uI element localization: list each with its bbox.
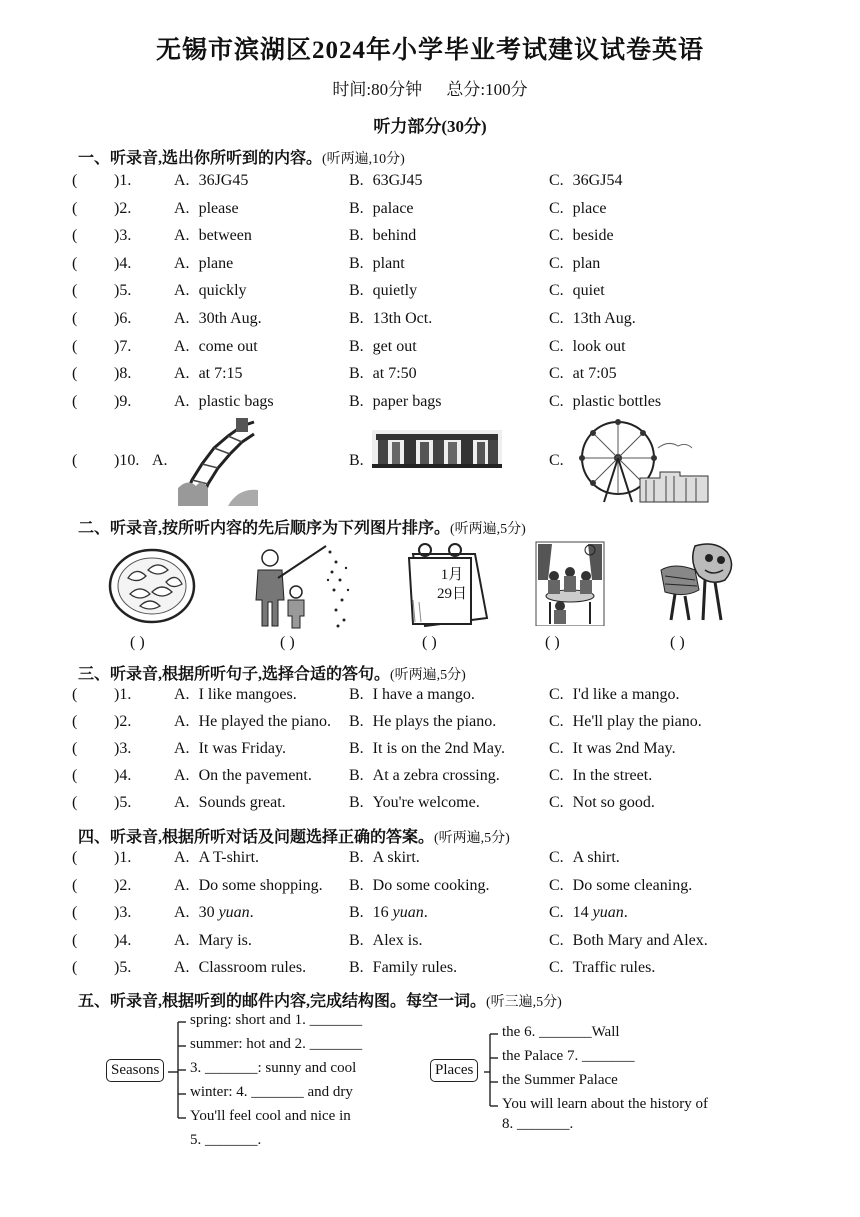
option-letter: B. [349, 686, 364, 703]
option-c[interactable] [549, 227, 614, 245]
fireworks-picture [248, 540, 358, 630]
question-row [72, 200, 792, 224]
option-text: 14 [572, 904, 589, 921]
option-text: Do some cooking. [372, 876, 490, 894]
question-row [72, 713, 792, 737]
section4-title: 四、听录音,根据所听对话及问题选择正确的答案。 [78, 829, 435, 846]
answer-paren[interactable]: ( [72, 740, 78, 757]
option-text: plant [372, 254, 405, 272]
section4-heading [78, 824, 510, 847]
option-letter: C. [549, 199, 564, 217]
option-c[interactable] [549, 904, 628, 922]
question-number: )2. [114, 713, 132, 730]
option-b[interactable] [349, 904, 428, 922]
section1-heading [78, 145, 405, 168]
option-text: Classroom rules. [198, 959, 307, 976]
option-c[interactable] [549, 932, 708, 950]
option-letter: C. [549, 849, 564, 866]
option-letter: B. [349, 931, 364, 949]
option-letter: B. [349, 959, 364, 976]
section2-title: 二、听录音,按所听内容的先后顺序为下列图片排序。 [78, 520, 451, 537]
question-number: )5. [114, 959, 132, 976]
option-letter: A. [174, 282, 190, 300]
answer-paren[interactable]: ( [72, 713, 78, 730]
answer-paren[interactable]: ( [72, 392, 78, 410]
question-row [72, 740, 792, 764]
option-a[interactable] [174, 255, 233, 273]
question-row [72, 365, 792, 389]
option-unit: yuan [592, 904, 624, 921]
option-c[interactable] [549, 767, 652, 785]
answer-paren[interactable]: ( [72, 310, 78, 327]
option-letter: A. [174, 227, 190, 245]
option-letter: C. [549, 310, 564, 327]
option-letter: C. [549, 282, 564, 300]
option-letter: A. [174, 365, 190, 383]
option-letter: B. [349, 713, 364, 730]
option-text: In the street. [572, 767, 653, 784]
question-number: )5. [114, 282, 132, 300]
option-c[interactable] [549, 172, 622, 190]
section5-note: (听三遍,5分) [486, 995, 562, 1010]
question-row [72, 172, 792, 196]
option-letter: C. [549, 876, 564, 894]
option-text: At a zebra crossing. [372, 767, 500, 784]
option-a[interactable] [174, 310, 262, 328]
option-text: plane [198, 254, 234, 272]
question-number: )5. [114, 794, 132, 811]
option-c[interactable] [549, 200, 606, 218]
option-letter: A. [174, 199, 190, 217]
option-b[interactable] [349, 794, 480, 812]
option-b[interactable] [349, 959, 457, 977]
option-a[interactable] [174, 282, 247, 300]
seasons-feel: You'll feel cool and nice in [190, 1108, 351, 1124]
option-b[interactable] [349, 740, 505, 758]
answer-paren[interactable]: ( [72, 959, 78, 976]
option-text: I'd like a mango. [572, 686, 680, 703]
option-letter: B. [349, 849, 364, 866]
order-blank-1[interactable]: ( ) [130, 634, 145, 651]
option-letter: C. [549, 713, 564, 730]
option-letter: C. [549, 931, 564, 949]
option-b[interactable] [349, 393, 442, 411]
option-text: It was Friday. [198, 740, 286, 757]
option-c[interactable] [549, 310, 636, 328]
option-c[interactable] [549, 282, 605, 300]
option-text: It is on the 2nd May. [372, 740, 505, 757]
option-letter: A. [174, 959, 190, 976]
question-number: )9. [114, 392, 132, 410]
option-b[interactable] [349, 255, 405, 273]
option-a[interactable] [174, 686, 297, 704]
option-b[interactable] [349, 172, 422, 190]
option-a[interactable] [174, 227, 252, 245]
option-letter: C. [549, 794, 564, 811]
option-b[interactable] [349, 713, 496, 731]
option-letter: A. [174, 794, 190, 811]
option-text: quietly [372, 282, 418, 300]
option-a-label: A. [152, 452, 168, 469]
question-row [72, 282, 792, 306]
question-row [72, 686, 792, 710]
option-b[interactable] [349, 310, 432, 328]
option-text: plan [572, 254, 601, 272]
seasons-summer[interactable]: summer: hot and 2. _______ [190, 1036, 363, 1052]
option-letter: B. [349, 365, 364, 383]
option-text: paper bags [372, 392, 442, 410]
section5-title: 五、听录音,根据听到的邮件内容,完成结构图。每空一词。 [78, 993, 487, 1010]
option-letter: C. [549, 767, 564, 784]
stonehenge-picture [372, 430, 502, 468]
option-text: Not so good. [572, 794, 655, 811]
option-letter: A. [174, 254, 190, 272]
option-letter: C. [549, 254, 564, 272]
question-row [72, 877, 792, 901]
order-blank-3[interactable]: ( ) [422, 634, 437, 651]
option-text: Alex is. [372, 931, 423, 949]
option-b[interactable] [349, 686, 475, 704]
option-letter: C. [549, 959, 564, 976]
option-text: He plays the piano. [372, 713, 497, 730]
option-b[interactable] [349, 767, 500, 785]
option-a[interactable] [174, 794, 286, 812]
option-text: palace [372, 199, 414, 217]
option-text: at 7:15 [198, 365, 243, 383]
section1-note: (听两遍,10分) [322, 152, 405, 167]
places-history: You will learn about the history of [502, 1096, 708, 1112]
option-c[interactable] [549, 877, 692, 895]
section3-heading [78, 661, 466, 684]
calendar-day: 29日 [436, 586, 467, 602]
order-blank-2[interactable]: ( ) [280, 634, 295, 651]
option-unit: yuan [392, 904, 424, 921]
option-unit: yuan [218, 904, 250, 921]
option-letter: B. [349, 876, 364, 894]
option-letter: A. [174, 876, 190, 894]
option-letter: B. [349, 337, 364, 355]
exam-title: 无锡市滨湖区2024年小学毕业考试建议试卷英语 [155, 37, 704, 64]
option-letter: B. [349, 254, 364, 272]
option-letter: B. [349, 172, 364, 189]
option-a[interactable] [174, 365, 243, 383]
family-dinner-picture [534, 540, 606, 626]
seasons-blank-5[interactable]: 5. _______. [190, 1132, 262, 1148]
section1-title: 一、听录音,选出你所听到的内容。 [78, 150, 323, 167]
section5-heading [78, 988, 562, 1011]
places-box: Places [430, 1059, 478, 1082]
option-text: come out [198, 337, 258, 355]
question-row [72, 794, 792, 818]
question-row [72, 338, 792, 362]
option-b[interactable] [349, 227, 416, 245]
option-dot: . [623, 904, 628, 921]
option-letter: A. [174, 172, 190, 189]
option-b[interactable] [349, 849, 420, 867]
option-text: place [572, 199, 607, 217]
option-text: at 7:05 [572, 365, 617, 383]
option-c[interactable] [549, 255, 600, 273]
option-b[interactable] [349, 200, 414, 218]
option-text: 30th Aug. [198, 310, 262, 327]
option-letter: B. [349, 199, 364, 217]
places-palace[interactable]: the Palace 7. _______ [502, 1048, 635, 1064]
answer-paren[interactable]: ( [72, 365, 78, 383]
option-c[interactable] [549, 959, 655, 977]
answer-paren[interactable]: ( [72, 227, 78, 245]
option-letter: A. [174, 740, 190, 757]
option-letter: C. [549, 740, 564, 757]
option-letter: C. [549, 172, 564, 189]
option-b[interactable] [349, 282, 417, 300]
option-text: between [198, 227, 252, 245]
places-blank-8[interactable]: 8. _______. [502, 1116, 574, 1132]
option-c[interactable] [549, 338, 626, 356]
option-a[interactable] [174, 904, 254, 922]
places-wall[interactable]: the 6. _______Wall [502, 1024, 620, 1040]
option-text: please [198, 199, 239, 217]
option-text: quiet [572, 282, 605, 300]
option-a[interactable] [174, 740, 286, 758]
order-blank-5[interactable]: ( ) [670, 634, 685, 651]
exam-time: 时间:80分钟 [332, 80, 423, 99]
answer-paren[interactable]: ( [72, 282, 78, 300]
option-c-label: C. [549, 452, 564, 469]
question-number: )7. [114, 337, 132, 355]
option-text: plastic bottles [572, 392, 662, 410]
answer-paren[interactable]: ( [72, 452, 78, 469]
question-row [72, 849, 792, 873]
answer-paren[interactable]: ( [72, 199, 78, 217]
option-a[interactable] [174, 338, 258, 356]
option-letter: B. [349, 310, 364, 327]
option-letter: A. [174, 337, 190, 355]
option-b[interactable] [349, 877, 490, 895]
answer-paren[interactable]: ( [72, 767, 78, 784]
option-c[interactable] [549, 713, 702, 731]
answer-paren[interactable]: ( [72, 686, 78, 703]
question-row [72, 393, 792, 417]
question-number: )2. [114, 876, 132, 894]
option-a[interactable] [174, 200, 239, 218]
section4-note: (听两遍,5分) [434, 831, 510, 846]
option-text: beside [572, 227, 614, 245]
option-text: A T-shirt. [198, 849, 260, 866]
option-text: at 7:50 [372, 365, 417, 383]
option-letter: B. [349, 767, 364, 784]
option-dot: . [249, 904, 254, 921]
option-text: A skirt. [372, 849, 420, 866]
dumplings-picture [108, 548, 196, 624]
option-a[interactable] [174, 713, 331, 731]
question-number: )10. [114, 452, 140, 469]
option-text: 36JG45 [198, 172, 249, 189]
question-number: )3. [114, 740, 132, 757]
question-row [72, 227, 792, 251]
question-number: )4. [114, 254, 132, 272]
question-number: )3. [114, 227, 132, 245]
option-text: I like mangoes. [198, 686, 297, 703]
great-wall-picture [178, 418, 258, 506]
answer-paren[interactable]: ( [72, 172, 78, 189]
option-letter: C. [549, 686, 564, 703]
option-text: You're welcome. [372, 794, 480, 811]
seasons-winter[interactable]: winter: 4. _______ and dry [190, 1084, 353, 1100]
option-text: Traffic rules. [572, 959, 656, 976]
option-text: Do some shopping. [198, 876, 323, 894]
section3-title: 三、听录音,根据所听句子,选择合适的答句。 [78, 666, 391, 683]
question-row [72, 959, 792, 983]
option-text: 30 [198, 904, 215, 921]
option-text: 13th Oct. [372, 310, 433, 327]
option-text: He'll play the piano. [572, 713, 702, 730]
option-letter: C. [549, 365, 564, 383]
option-text: Both Mary and Alex. [572, 931, 708, 949]
question-number: )4. [114, 767, 132, 784]
lion-dance-picture [655, 540, 745, 626]
answer-paren[interactable]: ( [72, 849, 78, 866]
london-eye-picture [570, 418, 710, 504]
option-c[interactable] [549, 686, 680, 704]
section2-heading [78, 515, 526, 538]
option-letter: B. [349, 282, 364, 300]
question-row [72, 904, 792, 928]
option-a[interactable] [174, 393, 274, 411]
option-letter: A. [174, 686, 190, 703]
option-text: 36GJ54 [572, 172, 623, 189]
option-c[interactable] [549, 740, 676, 758]
question-number: )3. [114, 904, 132, 921]
question-row [72, 255, 792, 279]
option-dot: . [423, 904, 428, 921]
question-number: )1. [114, 172, 132, 189]
option-text: A shirt. [572, 849, 620, 866]
seasons-box: Seasons [106, 1059, 164, 1082]
calendar-date [432, 566, 472, 604]
question-row [72, 310, 792, 334]
question-number: )2. [114, 199, 132, 217]
exam-score: 总分:100分 [446, 80, 528, 99]
answer-paren[interactable]: ( [72, 337, 78, 355]
option-a[interactable] [174, 932, 252, 950]
option-letter: B. [349, 740, 364, 757]
option-text: On the pavement. [198, 767, 312, 784]
answer-paren[interactable]: ( [72, 876, 78, 894]
calendar-month: 1月 [440, 567, 464, 583]
order-blank-4[interactable]: ( ) [545, 634, 560, 651]
option-c[interactable] [549, 794, 655, 812]
option-text: He played the piano. [198, 713, 331, 730]
question-number: )1. [114, 849, 132, 866]
option-text: behind [372, 227, 417, 245]
option-text: Family rules. [372, 959, 458, 976]
option-letter: A. [174, 904, 190, 921]
question-row [72, 932, 792, 956]
option-letter: C. [549, 337, 564, 355]
answer-paren[interactable]: ( [72, 794, 78, 811]
answer-paren[interactable]: ( [72, 254, 78, 272]
option-a[interactable] [174, 959, 306, 977]
answer-paren[interactable]: ( [72, 904, 78, 921]
option-letter: A. [174, 713, 190, 730]
option-a[interactable] [174, 877, 323, 895]
seasons-spring[interactable]: spring: short and 1. _______ [190, 1012, 363, 1028]
option-text: get out [372, 337, 417, 355]
option-letter: A. [174, 931, 190, 949]
option-c[interactable] [549, 365, 617, 383]
question-number: )6. [114, 310, 132, 327]
option-text: quickly [198, 282, 247, 300]
option-text: Mary is. [198, 931, 252, 949]
option-c[interactable] [549, 393, 661, 411]
option-a[interactable] [174, 849, 259, 867]
option-text: plastic bags [198, 392, 274, 410]
option-letter: C. [549, 904, 564, 921]
option-letter: C. [549, 227, 564, 245]
option-b[interactable] [349, 338, 417, 356]
option-letter: A. [174, 392, 190, 410]
option-text: Sounds great. [198, 794, 286, 811]
option-text: Do some cleaning. [572, 876, 693, 894]
option-text: I have a mango. [372, 686, 475, 703]
question-row [72, 767, 792, 791]
option-letter: B. [349, 794, 364, 811]
option-b[interactable] [349, 365, 417, 383]
option-letter: B. [349, 227, 364, 245]
option-text: 16 [372, 904, 389, 921]
option-a[interactable] [174, 767, 312, 785]
option-letter: A. [174, 849, 190, 866]
option-c[interactable] [549, 849, 620, 867]
listening-part-heading: 听力部分(30分) [373, 117, 487, 136]
option-letter: B. [349, 904, 364, 921]
option-text: look out [572, 337, 626, 355]
answer-paren[interactable]: ( [72, 931, 78, 949]
option-text: It was 2nd May. [572, 740, 676, 757]
option-letter: A. [174, 767, 190, 784]
question-number: )4. [114, 931, 132, 949]
option-letter: A. [174, 310, 190, 327]
option-letter: B. [349, 392, 364, 410]
section3-note: (听两遍,5分) [390, 668, 466, 683]
section2-note: (听两遍,5分) [450, 522, 526, 537]
option-text: 13th Aug. [572, 310, 636, 327]
option-a[interactable] [174, 172, 248, 190]
places-summer-palace: the Summer Palace [502, 1072, 618, 1088]
option-b-label: B. [349, 452, 364, 469]
seasons-autumn[interactable]: 3. _______: sunny and cool [190, 1060, 357, 1076]
option-letter: C. [549, 392, 564, 410]
exam-info [0, 75, 860, 100]
option-text: 63GJ45 [372, 172, 423, 189]
option-b[interactable] [349, 932, 422, 950]
question-number: )1. [114, 686, 132, 703]
question-number: )8. [114, 365, 132, 383]
